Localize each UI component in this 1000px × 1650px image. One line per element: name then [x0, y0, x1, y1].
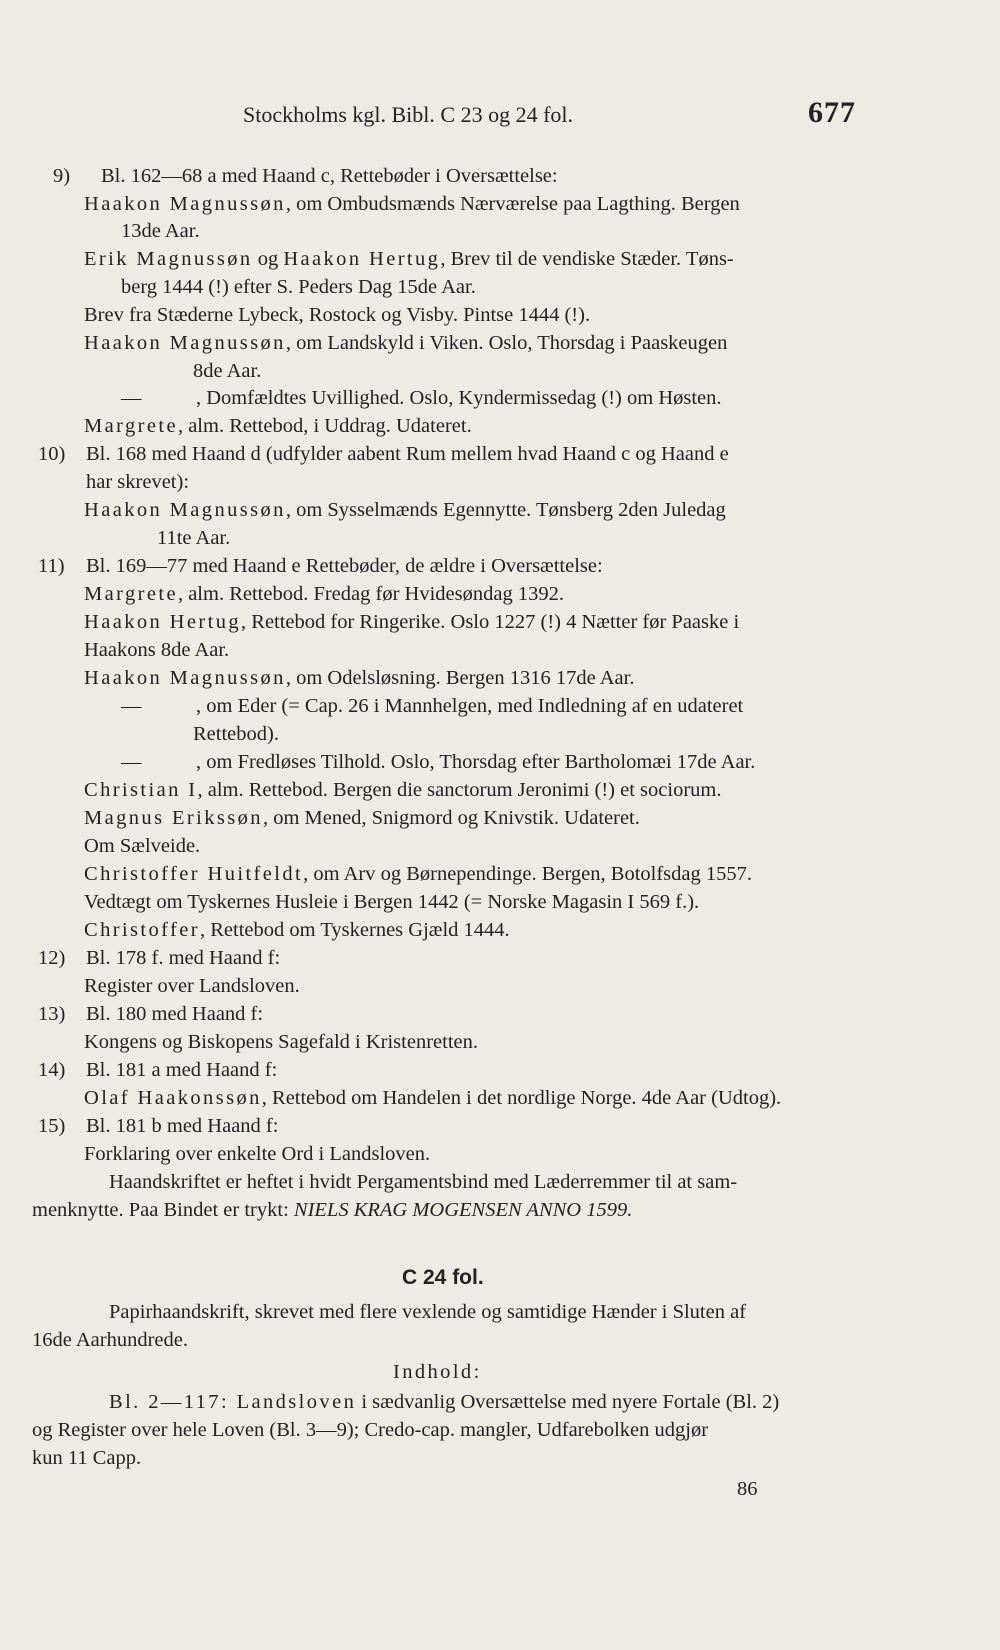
list-item: [121, 384, 722, 412]
list-item: Kongens og Biskopens Sagefald i Kristenretten.: [84, 1031, 478, 1053]
person-name: Haakon Magnussøn: [84, 499, 286, 521]
person-name: Magnus Erikssøn: [84, 807, 263, 829]
entry-number: 10): [38, 443, 66, 465]
person-name: Haakon Hertug: [84, 611, 242, 633]
entry-description: Bl. 181 a med Haand f:: [86, 1059, 278, 1081]
list-item: Vedtægt om Tyskernes Husleie i Bergen 1442 (= Norske Magasin I 569 f.).: [84, 891, 700, 913]
item-text: , om Landskyld i Viken. Oslo, Thorsdag i Paaskeugen: [285, 332, 728, 354]
entry-14-heading: [38, 1056, 277, 1084]
entry-description: Bl. 169—77 med Haand e Rettebøder, de ældre i Oversættelse:: [86, 555, 603, 577]
item-text: , om Sysselmænds Egennytte. Tønsberg 2den Juledag: [285, 499, 726, 521]
binding-text: menknytte. Paa Bindet er trykt:: [32, 1199, 294, 1221]
signature-mark: 86: [737, 1478, 758, 1500]
item-text: , om Ombudsmænds Nærværelse paa Lagthing. Bergen: [285, 193, 740, 215]
person-name: Haakon Magnussøn: [84, 332, 286, 354]
list-item: [121, 748, 755, 776]
binding-note-continuation: [32, 1196, 632, 1224]
entry-13-heading: [38, 1000, 263, 1028]
person-name: Christoffer Huitfeldt: [84, 863, 304, 885]
list-item: [84, 245, 734, 273]
entry-number: 15): [38, 1115, 66, 1137]
ditto-dash: —: [121, 387, 142, 409]
person-name: Haakon Magnussøn: [84, 193, 286, 215]
ditto-dash: —: [121, 751, 142, 773]
list-item: Om Sælveide.: [84, 835, 201, 857]
list-item-continuation: berg 1444 (!) efter S. Peders Dag 15de Aar.: [121, 276, 476, 298]
list-item-continuation: 8de Aar.: [193, 360, 262, 382]
list-item-continuation: Haakons 8de Aar.: [84, 639, 230, 661]
entry-description: Bl. 180 med Haand f:: [86, 1003, 264, 1025]
person-name: Christoffer: [84, 919, 200, 941]
person-name: Margrete: [84, 583, 178, 605]
list-item: Forklaring over enkelte Ord i Landsloven.: [84, 1143, 431, 1165]
item-text: , om Fredløses Tilhold. Oslo, Thorsdag efter Bartholomæi 17de Aar.: [196, 751, 756, 773]
list-item: [84, 860, 752, 888]
person-name: Haakon Magnussøn: [84, 667, 286, 689]
contents-item-continuation: og Register over hele Loven (Bl. 3—9); Credo-cap. mangler, Udfarebolken udgjør: [32, 1419, 709, 1441]
item-text: , Rettebod for Ringerike. Oslo 1227 (!) 4 Nætter før Paaske i: [241, 611, 740, 633]
list-item: Register over Landsloven.: [84, 975, 300, 997]
item-text: , om Arv og Børnependinge. Bergen, Botolfsdag 1557.: [303, 863, 752, 885]
entry-description: Bl. 168 med Haand d (udfylder aabent Rum mellem hvad Haand c og Haand e: [86, 443, 729, 465]
item-text: , om Eder (= Cap. 26 i Mannhelgen, med Indledning af en udateret: [196, 695, 744, 717]
list-item: [84, 608, 739, 636]
binding-note: Haandskriftet er heftet i hvidt Pergamentsbind med Læderremmer til at sam-: [109, 1171, 738, 1193]
entry-description-continuation: har skrevet):: [86, 471, 190, 493]
section-title: C 24 fol.: [402, 1266, 484, 1289]
list-item: [84, 804, 640, 832]
list-item: [84, 776, 721, 804]
entry-description: Bl. 178 f. med Haand f:: [86, 947, 281, 969]
item-text: i sædvanlig Oversættelse med nyere Fortale (Bl. 2): [356, 1391, 780, 1413]
running-title: Stockholms kgl. Bibl. C 23 og 24 fol.: [243, 102, 574, 127]
list-item: [84, 496, 726, 524]
person-name: Haakon Hertug: [283, 248, 441, 270]
entry-11-heading: [38, 552, 603, 580]
entry-number: 11): [38, 555, 65, 577]
contents-item-continuation: kun 11 Capp.: [32, 1447, 142, 1469]
list-item: Brev fra Stæderne Lybeck, Rostock og Visby. Pintse 1444 (!).: [84, 304, 591, 326]
item-text: , om Odelsløsning. Bergen 1316 17de Aar.: [285, 667, 635, 689]
contents-item: [109, 1388, 779, 1416]
item-text: , alm. Rettebod. Bergen die sanctorum Jeronimi (!) et sociorum.: [197, 779, 722, 801]
contents-heading: Indhold:: [393, 1361, 482, 1383]
binding-inscription: NIELS KRAG MOGENSEN ANNO 1599.: [293, 1199, 633, 1221]
entry-number: 14): [38, 1059, 66, 1081]
entry-number: 12): [38, 947, 66, 969]
item-text: , alm. Rettebod. Fredag før Hvidesøndag 1392.: [177, 583, 564, 605]
list-item: [84, 329, 727, 357]
entry-15-heading: [38, 1112, 278, 1140]
list-item-continuation: 13de Aar.: [121, 220, 200, 242]
person-name: Margrete: [84, 415, 178, 437]
entry-number: 9): [53, 165, 71, 187]
entry-number: 13): [38, 1003, 66, 1025]
section-description-continuation: 16de Aarhundrede.: [32, 1329, 188, 1351]
page-number: 677: [808, 96, 856, 129]
contents-label: Bl. 2—117: Landsloven: [109, 1391, 357, 1413]
person-name: Olaf Haakonssøn: [84, 1087, 262, 1109]
entry-12-heading: [38, 944, 280, 972]
list-item: [121, 692, 743, 720]
list-item: [84, 664, 634, 692]
item-text: , Brev til de vendiske Stæder. Tøns-: [440, 248, 734, 270]
list-item: [84, 190, 740, 218]
list-item: [84, 1084, 781, 1112]
entry-description: Bl. 162—68 a med Haand c, Rettebøder i Oversættelse:: [101, 165, 558, 187]
item-text: , Domfældtes Uvillighed. Oslo, Kyndermissedag (!) om Høsten.: [196, 387, 722, 409]
ditto-dash: —: [121, 695, 142, 717]
section-description: Papirhaandskrift, skrevet med flere vexlende og samtidige Hænder i Sluten af: [109, 1301, 747, 1323]
item-text: , om Mened, Snigmord og Knivstik. Udateret.: [262, 807, 640, 829]
item-text: , Rettebod om Handelen i det nordlige Norge. 4de Aar (Udtog).: [261, 1087, 782, 1109]
item-text: , Rettebod om Tyskernes Gjæld 1444.: [199, 919, 510, 941]
list-item-continuation: Rettebod).: [193, 723, 279, 745]
entry-description: Bl. 181 b med Haand f:: [86, 1115, 279, 1137]
entry-9-heading: [53, 162, 558, 190]
list-item: [84, 412, 472, 440]
person-name: Erik Magnussøn: [84, 248, 253, 270]
person-name: Christian I: [84, 779, 198, 801]
list-item-continuation: 11te Aar.: [157, 527, 231, 549]
item-text: og: [252, 248, 284, 270]
item-text: , alm. Rettebod, i Uddrag. Udateret.: [177, 415, 472, 437]
entry-10-heading: [38, 440, 729, 468]
list-item: [84, 916, 510, 944]
list-item: [84, 580, 564, 608]
